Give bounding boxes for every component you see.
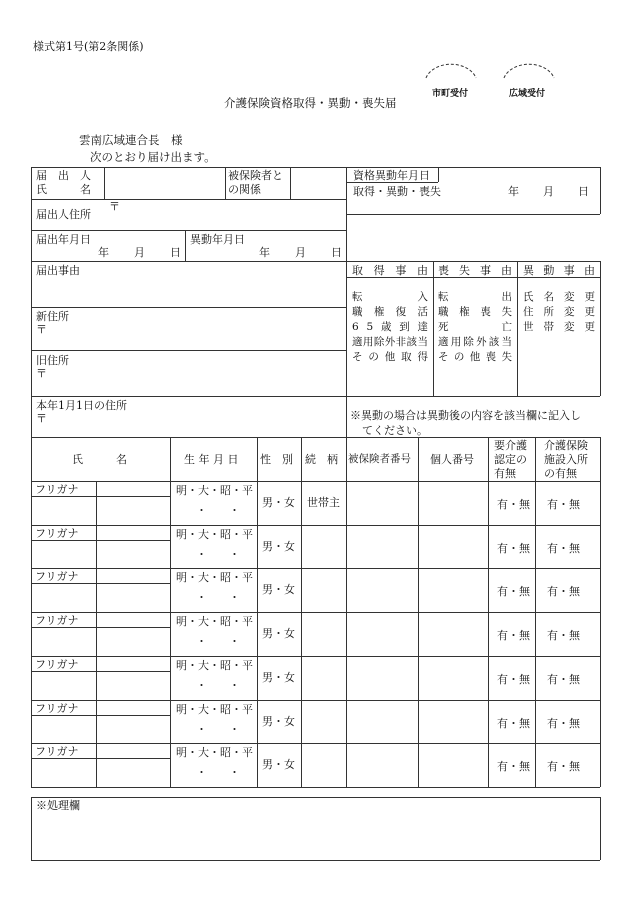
change-date-label: 資格異動年月日	[353, 169, 430, 182]
sex-options: 男・女	[262, 583, 295, 596]
stamp-wide: 広域受付	[509, 89, 546, 99]
col-birth: 生 年 月 日	[184, 453, 239, 466]
reason-move-item: 住 所 変 更	[523, 306, 595, 318]
birth-dots: ・ ・	[196, 504, 240, 517]
col-sex: 性 別	[260, 453, 293, 466]
old-address-label: 旧住所	[36, 354, 69, 367]
filing-year: 年	[98, 246, 109, 259]
col-care-3: 有無	[494, 467, 516, 480]
birth-dots: ・ ・	[196, 679, 240, 692]
col-care-2: 認定の	[494, 453, 527, 466]
era-options: 明・大・昭・平	[176, 484, 253, 497]
col-name: 氏 名	[72, 453, 127, 466]
reason-lose-item: 転 出	[438, 291, 512, 303]
reason-lose-item: そ の 他 喪 失	[438, 351, 512, 363]
reason-acquire-item: 転 入	[352, 291, 428, 303]
reason-header-lose: 喪 失 事 由	[438, 264, 512, 277]
col-facility-1: 介護保険	[544, 439, 588, 452]
move-month: 月	[295, 246, 306, 259]
reason-move-item: 氏 名 変 更	[523, 291, 595, 303]
col-care-1: 要介護	[494, 439, 527, 452]
change-day: 日	[578, 185, 589, 198]
move-day: 日	[331, 246, 342, 259]
reason-move-item: 世 帯 変 更	[523, 321, 595, 333]
filing-month: 月	[134, 246, 145, 259]
furigana-label: フリガナ	[35, 483, 79, 496]
new-address-label: 新住所	[36, 310, 69, 323]
relation-label-2: の関係	[228, 183, 261, 196]
furigana-label: フリガナ	[35, 702, 79, 715]
processing-label: ※処理欄	[36, 799, 80, 812]
care-yesno: 有・無	[497, 760, 530, 773]
furigana-label: フリガナ	[35, 570, 79, 583]
sex-options: 男・女	[262, 496, 295, 509]
sex-options: 男・女	[262, 627, 295, 640]
col-personal-number: 個人番号	[430, 453, 474, 466]
reason-acquire-item: 6 5 歳 到 達	[352, 321, 428, 333]
era-options: 明・大・昭・平	[176, 528, 253, 541]
care-yesno: 有・無	[497, 629, 530, 642]
furigana-label: フリガナ	[35, 745, 79, 758]
jan1-address-postal: 〒	[36, 412, 47, 425]
change-year: 年	[508, 185, 519, 198]
reason-acquire-item: そ の 他 取 得	[352, 351, 428, 363]
filing-date-label: 届出年月日	[36, 233, 91, 246]
move-date-label: 異動年月日	[190, 233, 245, 246]
era-options: 明・大・昭・平	[176, 571, 253, 584]
facility-yesno: 有・無	[547, 585, 580, 598]
reason-label: 届出事由	[36, 264, 80, 277]
col-facility-3: の有無	[544, 467, 577, 480]
head-relation: 世帯主	[307, 496, 340, 509]
notifier-name-label: 氏 名	[36, 183, 91, 196]
facility-yesno: 有・無	[547, 629, 580, 642]
reason-lose-item: 職 権 喪 失	[438, 306, 512, 318]
care-yesno: 有・無	[497, 585, 530, 598]
birth-dots: ・ ・	[196, 635, 240, 648]
change-month: 月	[543, 185, 554, 198]
era-options: 明・大・昭・平	[176, 746, 253, 759]
era-options: 明・大・昭・平	[176, 659, 253, 672]
birth-dots: ・ ・	[196, 548, 240, 561]
facility-yesno: 有・無	[547, 542, 580, 555]
reason-header-acquire: 取 得 事 由	[352, 264, 428, 277]
reason-header-move: 異 動 事 由	[523, 264, 595, 277]
furigana-label: フリガナ	[35, 614, 79, 627]
facility-yesno: 有・無	[547, 717, 580, 730]
care-yesno: 有・無	[497, 542, 530, 555]
era-options: 明・大・昭・平	[176, 615, 253, 628]
stamp-city: 市町受付	[432, 89, 469, 99]
note-line-1: ※異動の場合は異動後の内容を該当欄に記入し	[350, 409, 581, 422]
move-year: 年	[259, 246, 270, 259]
sex-options: 男・女	[262, 758, 295, 771]
address-label: 届出人住所	[36, 208, 91, 221]
old-address-postal: 〒	[36, 367, 47, 380]
facility-yesno: 有・無	[547, 760, 580, 773]
furigana-label: フリガナ	[35, 658, 79, 671]
change-type: 取得・異動・喪失	[353, 185, 441, 198]
reason-lose-item: 適 用 除 外 該 当	[438, 336, 512, 348]
col-insured-number: 被保険者番号	[348, 453, 411, 465]
filing-day: 日	[170, 246, 181, 259]
page-title: 介護保険資格取得・異動・喪失届	[224, 96, 397, 110]
birth-dots: ・ ・	[196, 766, 240, 779]
care-yesno: 有・無	[497, 498, 530, 511]
col-relation: 続 柄	[305, 453, 338, 466]
addressee: 雲南広域連合長 様	[79, 133, 183, 147]
address-postal: 〒	[109, 200, 120, 213]
sex-options: 男・女	[262, 671, 295, 684]
col-facility-2: 施設入所	[544, 453, 588, 466]
care-yesno: 有・無	[497, 717, 530, 730]
furigana-label: フリガナ	[35, 527, 79, 540]
birth-dots: ・ ・	[196, 723, 240, 736]
care-yesno: 有・無	[497, 673, 530, 686]
note-line-2: てください。	[362, 424, 428, 437]
intro-text: 次のとおり届け出ます。	[90, 150, 216, 164]
sex-options: 男・女	[262, 715, 295, 728]
sex-options: 男・女	[262, 540, 295, 553]
notifier-label: 届 出 人	[36, 169, 91, 182]
new-address-postal: 〒	[36, 323, 47, 336]
facility-yesno: 有・無	[547, 498, 580, 511]
facility-yesno: 有・無	[547, 673, 580, 686]
reason-lose-item: 死 亡	[438, 321, 512, 333]
form-number: 様式第1号(第2条関係)	[33, 40, 144, 53]
jan1-address-label: 本年1月1日の住所	[36, 399, 127, 412]
birth-dots: ・ ・	[196, 591, 240, 604]
era-options: 明・大・昭・平	[176, 703, 253, 716]
reason-acquire-item: 職 権 復 活	[352, 306, 428, 318]
reason-acquire-item: 適 用 除 外 非 該 当	[352, 336, 428, 348]
relation-label-1: 被保険者と	[228, 169, 283, 182]
